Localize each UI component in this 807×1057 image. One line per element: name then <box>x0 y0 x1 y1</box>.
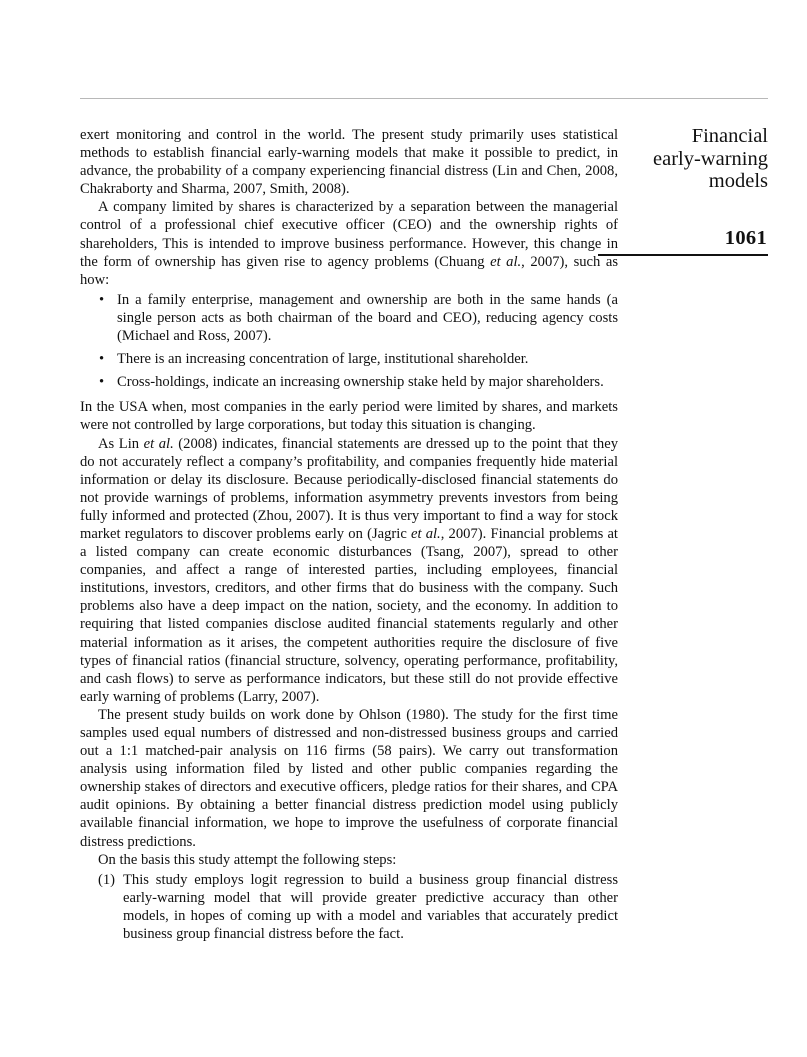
list-item-text: This study employs logit regression to build a business group financial distress early-warning model that will provide greater predictive accuracy than other models, in hopes of coming up with a model and variables that accurately predict business group financial distress before the fact. <box>123 871 618 943</box>
paragraph <box>80 198 618 288</box>
paragraph-text: , 2007). Financial problems at a listed company can create economic disturbances (Tsang, 2007), spread to other companies, and affect a range of interested parties, including employees, financial institutions, investors, creditors, and other firms that do business with the company. Such problems also have a deep impact on the nation, society, and the economy. In addition to requiring that listed companies disclose audited financial statements regularly and other material information as it arises, the competent authorities require the disclosure of five types of financial ratios (financial structure, solvency, operating performance, profitability, and cash flows) to serve as performance indicators, but these still do not provide effective early warning of problems (Larry, 2007). <box>80 525 618 705</box>
numbered-list <box>80 871 618 943</box>
header-rule <box>80 98 768 99</box>
list-item-text: In a family enterprise, management and ownership are both in the same hands (a single person acts as both chairman of the board and CEO), reducing agency costs (Michael and Ross, 2007). <box>117 291 618 345</box>
citation-etal: et al. <box>143 435 174 452</box>
list-marker: (1) <box>98 871 116 888</box>
paragraph: The present study builds on work done by Ohlson (1980). The study for the first time samples used equal numbers of distressed and non-distressed business groups and carried out a 1:1 matched-pair analysis on 116 firms (58 pairs). We carry out transformation analysis using information filed by listed and other public companies regarding the ownership stakes of directors and executive officers, pledge ratios for their shares, and CPA audit opinions. By obtaining a better financial distress prediction model using publicly available financial information, we hope to improve the usefulness of corporate financial distress predictions. <box>80 706 618 850</box>
citation-etal: et al. <box>490 253 522 270</box>
paragraph-text: As Lin <box>98 435 144 452</box>
list-item <box>80 291 618 345</box>
list-item-text: Cross-holdings, indicate an increasing ownership stake held by major shareholders. <box>117 374 604 391</box>
page-number-rule <box>598 254 768 256</box>
list-item-text: There is an increasing concentration of large, institutional shareholder. <box>117 351 529 368</box>
list-item <box>80 373 618 391</box>
running-head-line: Financial <box>691 125 768 147</box>
paragraph-text: , 2007), such as how: <box>80 253 618 288</box>
bullet-list <box>80 291 618 391</box>
bullet-icon: • <box>99 374 105 391</box>
bullet-icon: • <box>99 291 105 308</box>
running-head-line: models <box>708 170 768 192</box>
paragraph-text: (2008) indicates, financial statements are dressed up to the point that they do not accurately reflect a company’s profitability, and companies frequently hide material information or delay its disclosure. Because periodically-disclosed financial statements do not provide warnings of problems, information asymmetry prevents investors from being fully informed and protected (Zhou, 2007). It is thus very important to find a way for stock market regulators to discover problems early on (Jagric <box>80 435 618 542</box>
list-item <box>80 871 618 943</box>
paragraph <box>80 435 618 706</box>
paragraph: On the basis this study attempt the following steps: <box>98 851 397 868</box>
running-head-line: early-warning <box>653 147 768 170</box>
paragraph-text: A company limited by shares is characterized by a separation between the managerial control of a professional chief executive officer (CEO) and the ownership rights of shareholders, This is intended to improve business performance. However, this change in the form of ownership has given rise to agency problems (Chuang <box>80 199 618 270</box>
body-text <box>80 126 618 943</box>
paragraph: exert monitoring and control in the world. The present study primarily uses statistical methods to establish financial early-warning models that make it possible to predict, in advance, the probability of a company experiencing financial distress (Lin and Chen, 2008, Chakraborty and Sharma, 2007, Smith, 2008). <box>80 127 618 198</box>
paragraph: In the USA when, most companies in the early period were limited by shares, and markets were not controlled by large corporations, but today this situation is changing. <box>80 399 618 434</box>
page-number: 1061 <box>724 227 767 249</box>
citation-etal: et al. <box>410 525 441 542</box>
bullet-icon: • <box>99 351 105 368</box>
list-item <box>80 350 618 368</box>
